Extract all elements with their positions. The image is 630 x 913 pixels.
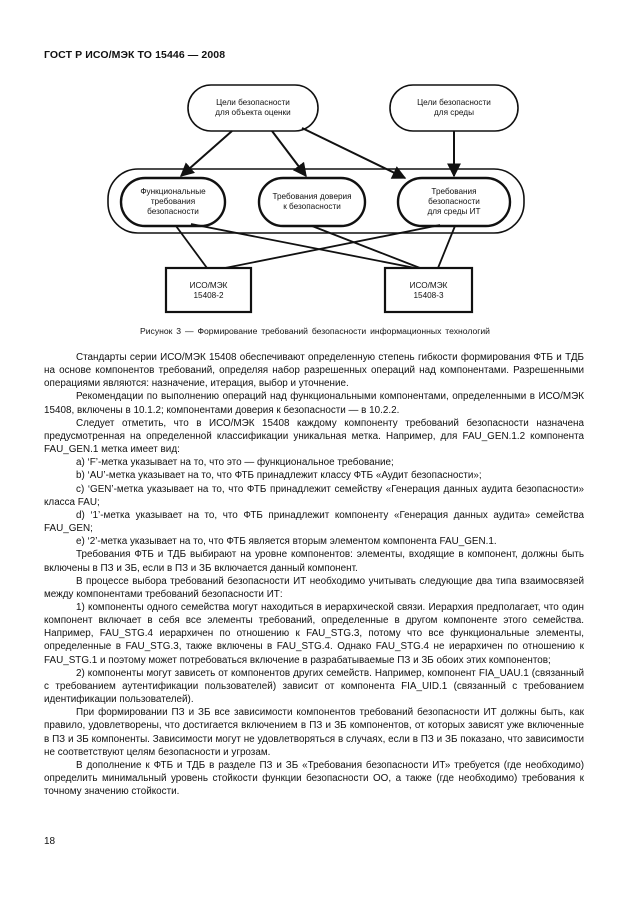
label-line: Требования — [431, 187, 477, 196]
label-line: 15408-2 — [193, 291, 224, 300]
label-iso-15408-3 — [385, 281, 472, 301]
label-line: безопасности — [147, 207, 199, 216]
label-line: ИСО/МЭК — [409, 281, 448, 290]
label-line: для среды — [434, 108, 474, 117]
label-line: требования — [150, 197, 196, 206]
list-item: d) ‘1’-метка указывает на то, что ФТБ принадлежит компоненту «Генерация данных аудита» семейства FAU_GEN; — [44, 509, 584, 535]
label-line: безопасности — [428, 197, 480, 206]
paragraph: Следует отметить, что в ИСО/МЭК 15408 каждому компоненту требований безопасности назначена предусмотренная на определенной классификации уникальная метка. Например, для FAU_GEN.1.2 компонента FAU_GEN.1 метка имеет вид: — [44, 417, 584, 456]
label-it-env-requirements — [398, 187, 510, 217]
label-functional-requirements — [121, 187, 225, 217]
arrow-toe-to-it-env — [302, 128, 405, 178]
label-line: ИСО/МЭК — [189, 281, 228, 290]
link-functional-to-15408-3 — [191, 224, 415, 268]
list-item: a) ‘F’-метка указывает на то, что это — функциональное требование; — [76, 457, 394, 469]
paragraph: В процессе выбора требований безопасности ИТ необходимо учитывать следующие два типа взаимосвязей между компонентами требований безопасности ИТ: — [44, 575, 584, 600]
paragraph: Стандарты серии ИСО/МЭК 15408 обеспечивают определенную степень гибкости формирования ФТБ и ТДБ на основе компонентов требований, определяя набор разрешенных операций над компонентами. Разрешенными операциями являются: назначение, итерация, выбор и уточнение. — [44, 352, 584, 390]
paragraph: В дополнение к ФТБ и ТДБ в разделе ПЗ и ЗБ «Требования безопасности ИТ» требуется (где необходимо) определить минимальный уровень стойкости функции безопасности ОО, а также (где необходимо) требования к точному значению стойкости. — [44, 759, 584, 798]
label-env-objectives — [390, 98, 518, 118]
paragraph: Рекомендации по выполнению операций над функциональными компонентами, определенными в ИСО/МЭК 15408, включены в 10.1.2; компонентами доверия к безопасности — в 10.2.2. — [44, 391, 584, 416]
label-assurance-requirements — [259, 192, 365, 212]
list-item: b) ‘AU’-метка указывает на то, что ФТБ принадлежит классу ФТБ «Аудит безопасности»; — [76, 470, 482, 482]
label-line: Требования доверия — [272, 192, 352, 201]
label-toe-objectives — [188, 98, 318, 118]
label-line: для объекта оценки — [215, 108, 291, 117]
label-line: Функциональные — [140, 187, 206, 196]
label-line: для среды ИТ — [427, 207, 481, 216]
list-item: c) ‘GEN’-метка указывает на то, что ФТБ принадлежит семейству «Генерация данных аудита безопасности» класса FAU; — [44, 483, 584, 508]
label-line: к безопасности — [283, 202, 341, 211]
page-header: ГОСТ Р ИСО/МЭК ТО 15446 — 2008 — [44, 49, 226, 61]
label-line: Цели безопасности — [216, 98, 290, 107]
label-line: 15408-3 — [413, 291, 444, 300]
paragraph: 2) компоненты могут зависеть от компонентов других семейств. Например, компонент FIA_UAU.1 (связанный с требованием аутентификации пользователей) зависит от компонента FIA_UID.1 (связанный с требованием идентификации пользователей). — [44, 667, 584, 706]
body-text — [44, 351, 584, 798]
list-item: e) ‘2’-метка указывает на то, что ФТБ является вторым элементом компонента FAU_GEN.1. — [76, 536, 497, 548]
paragraph: Требования ФТБ и ТДБ выбирают на уровне компонентов: элементы, входящие в компонент, должны быть включены в ПЗ и ЗБ, если в ПЗ и ЗБ включается данный компонент. — [44, 549, 584, 574]
security-requirements-diagram — [0, 0, 630, 320]
figure-caption: Рисунок 3 — Формирование требований безопасности информационных технологий — [140, 326, 490, 336]
paragraph: При формировании ПЗ и ЗБ все зависимости компонентов требований безопасности ИТ должны быть, как правило, удовлетворены, что достигается включением в ПЗ и ЗБ компонентов, от которых зависят уже включенные в ПЗ и ЗБ компоненты. Зависимости могут не удовлетворяться в случаях, если в ПЗ и ЗБ показано, что зависимости не соответствуют целям безопасности и угрозам. — [44, 707, 584, 758]
label-iso-15408-2 — [166, 281, 251, 301]
link-it-env-to-15408-2 — [225, 225, 440, 268]
page-number: 18 — [44, 836, 56, 847]
label-line: Цели безопасности — [417, 98, 491, 107]
paragraph: 1) компоненты одного семейства могут находиться в иерархической связи. Иерархия предполагает, что один компонент включает в себя все элементы требований, определенные в другом компоненте этого семейства. Например, FAU_STG.4 иерархичен по отношению к FAU_STG.3, потому что все функциональные элементы, определенные в FAU_STG.3, также включены в FAU_STG.4. Однако FAU_STG.4 не иерархичен по отношению к FAU_STG.1 и поэтому может потребоваться включение в разрабатываемые ПЗ и ЗБ обоих этих компонентов; — [44, 601, 584, 666]
